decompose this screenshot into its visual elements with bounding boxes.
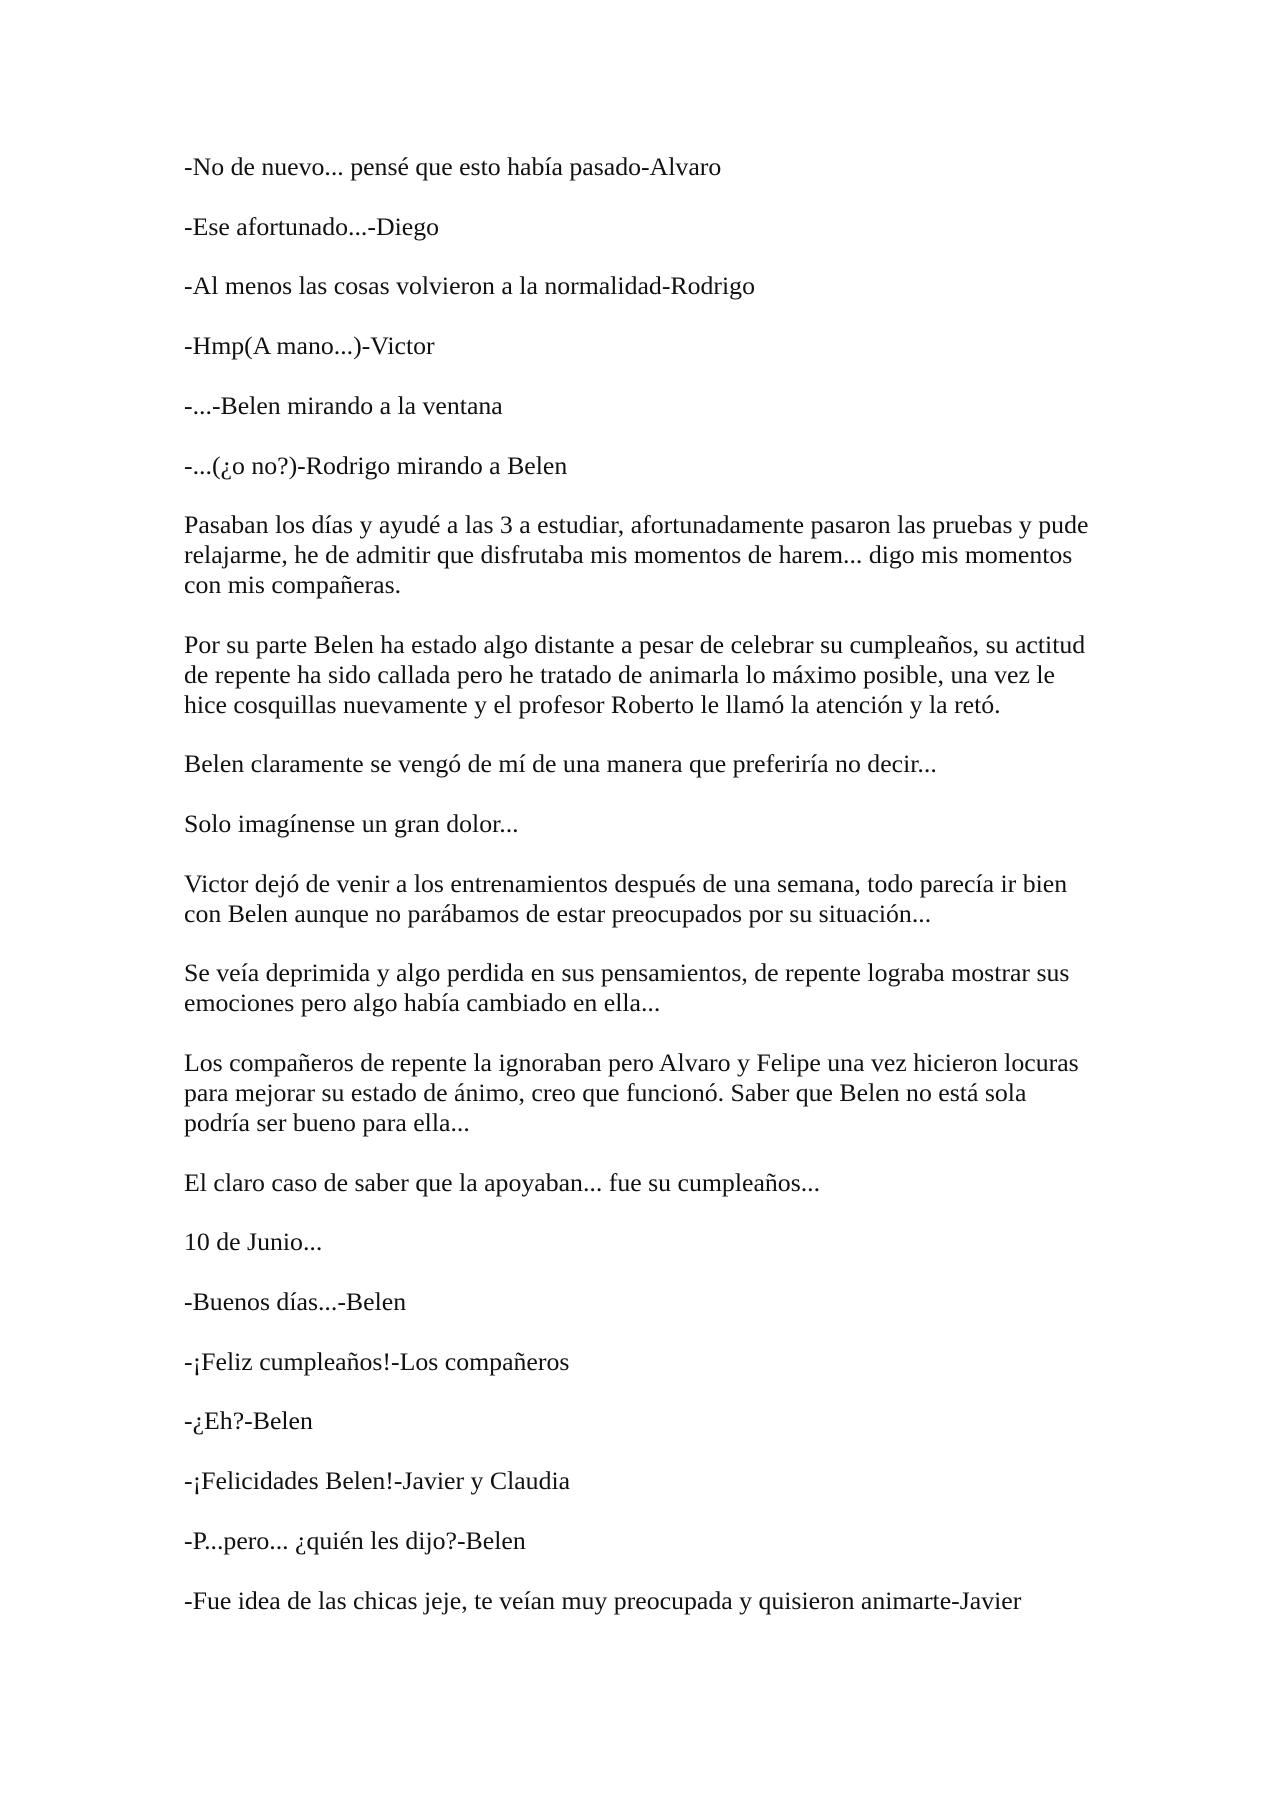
text-line: Belen claramente se vengó de mí de una manera que preferiría no decir...	[184, 749, 937, 779]
text-line: -...(¿o no?)-Rodrigo mirando a Belen	[184, 450, 568, 480]
paragraph	[184, 869, 1280, 929]
text-line: para mejorar su estado de ánimo, creo que funcionó. Saber que Belen no está sola	[184, 1077, 1027, 1107]
text-line: Pasaban los días y ayudé a las 3 a estudiar, afortunadamente pasaron las pruebas y pude	[184, 510, 1089, 540]
text-line: 10 de Junio...	[184, 1227, 323, 1257]
text-line: -Buenos días...-Belen	[184, 1287, 407, 1317]
paragraph	[184, 1466, 1280, 1496]
paragraph	[184, 1406, 1280, 1436]
text-line: Solo imagínense un gran dolor...	[184, 809, 519, 839]
paragraph	[184, 1287, 1280, 1317]
text-line: con mis compañeras.	[184, 570, 402, 600]
text-line: emociones pero algo había cambiado en ella...	[184, 988, 661, 1018]
paragraph	[184, 1168, 1280, 1198]
paragraph	[184, 1586, 1280, 1616]
paragraph	[184, 1347, 1280, 1377]
text-line: Los compañeros de repente la ignoraban pero Alvaro y Felipe una vez hicieron locuras	[184, 1048, 1079, 1078]
paragraph	[184, 809, 1280, 839]
paragraph	[184, 1227, 1280, 1257]
paragraph	[184, 212, 1280, 242]
text-line: podría ser bueno para ella...	[184, 1107, 470, 1137]
paragraph	[184, 451, 1280, 481]
text-line: hice cosquillas nuevamente y el profesor Roberto le llamó la atención y la retó.	[184, 689, 1001, 719]
text-line: -Hmp(A mano...)-Victor	[184, 331, 435, 361]
paragraph	[184, 749, 1280, 779]
text-line: -Fue idea de las chicas jeje, te veían muy preocupada y quisieron animarte-Javier	[184, 1585, 1022, 1615]
text-line: -¡Felicidades Belen!-Javier y Claudia	[184, 1466, 571, 1496]
text-line: Por su parte Belen ha estado algo distante a pesar de celebrar su cumpleaños, su actitud	[184, 629, 1086, 659]
paragraph	[184, 958, 1280, 1018]
paragraph	[184, 331, 1280, 361]
text-line: de repente ha sido callada pero he tratado de animarla lo máximo posible, una vez le	[184, 659, 1056, 689]
text-line: -¿Eh?-Belen	[184, 1406, 313, 1436]
paragraph	[184, 510, 1280, 600]
paragraph	[184, 630, 1280, 720]
text-line: El claro caso de saber que la apoyaban... fue su cumpleaños...	[184, 1167, 821, 1197]
paragraph	[184, 1526, 1280, 1556]
text-line: con Belen aunque no parábamos de estar preocupados por su situación...	[184, 898, 932, 928]
text-line: -Ese afortunado...-Diego	[184, 211, 440, 241]
text-line: relajarme, he de admitir que disfrutaba mis momentos de harem... digo mis momentos	[184, 540, 1073, 570]
text-line: -...-Belen mirando a la ventana	[184, 390, 503, 420]
text-line: Se veía deprimida y algo perdida en sus pensamientos, de repente lograba mostrar sus	[184, 958, 1070, 988]
text-line: -No de nuevo... pensé que esto había pasado-Alvaro	[184, 152, 722, 181]
text-line: -P...pero... ¿quién les dijo?-Belen	[184, 1525, 526, 1555]
text-line: Victor dejó de venir a los entrenamientos después de una semana, todo parecía ir bien	[184, 868, 1068, 898]
text-line: -¡Feliz cumpleaños!-Los compañeros	[184, 1346, 570, 1376]
text-line: -Al menos las cosas volvieron a la normalidad-Rodrigo	[184, 271, 755, 301]
paragraph	[184, 152, 1280, 182]
paragraph	[184, 391, 1280, 421]
paragraph	[184, 271, 1280, 301]
paragraph	[184, 1048, 1280, 1138]
